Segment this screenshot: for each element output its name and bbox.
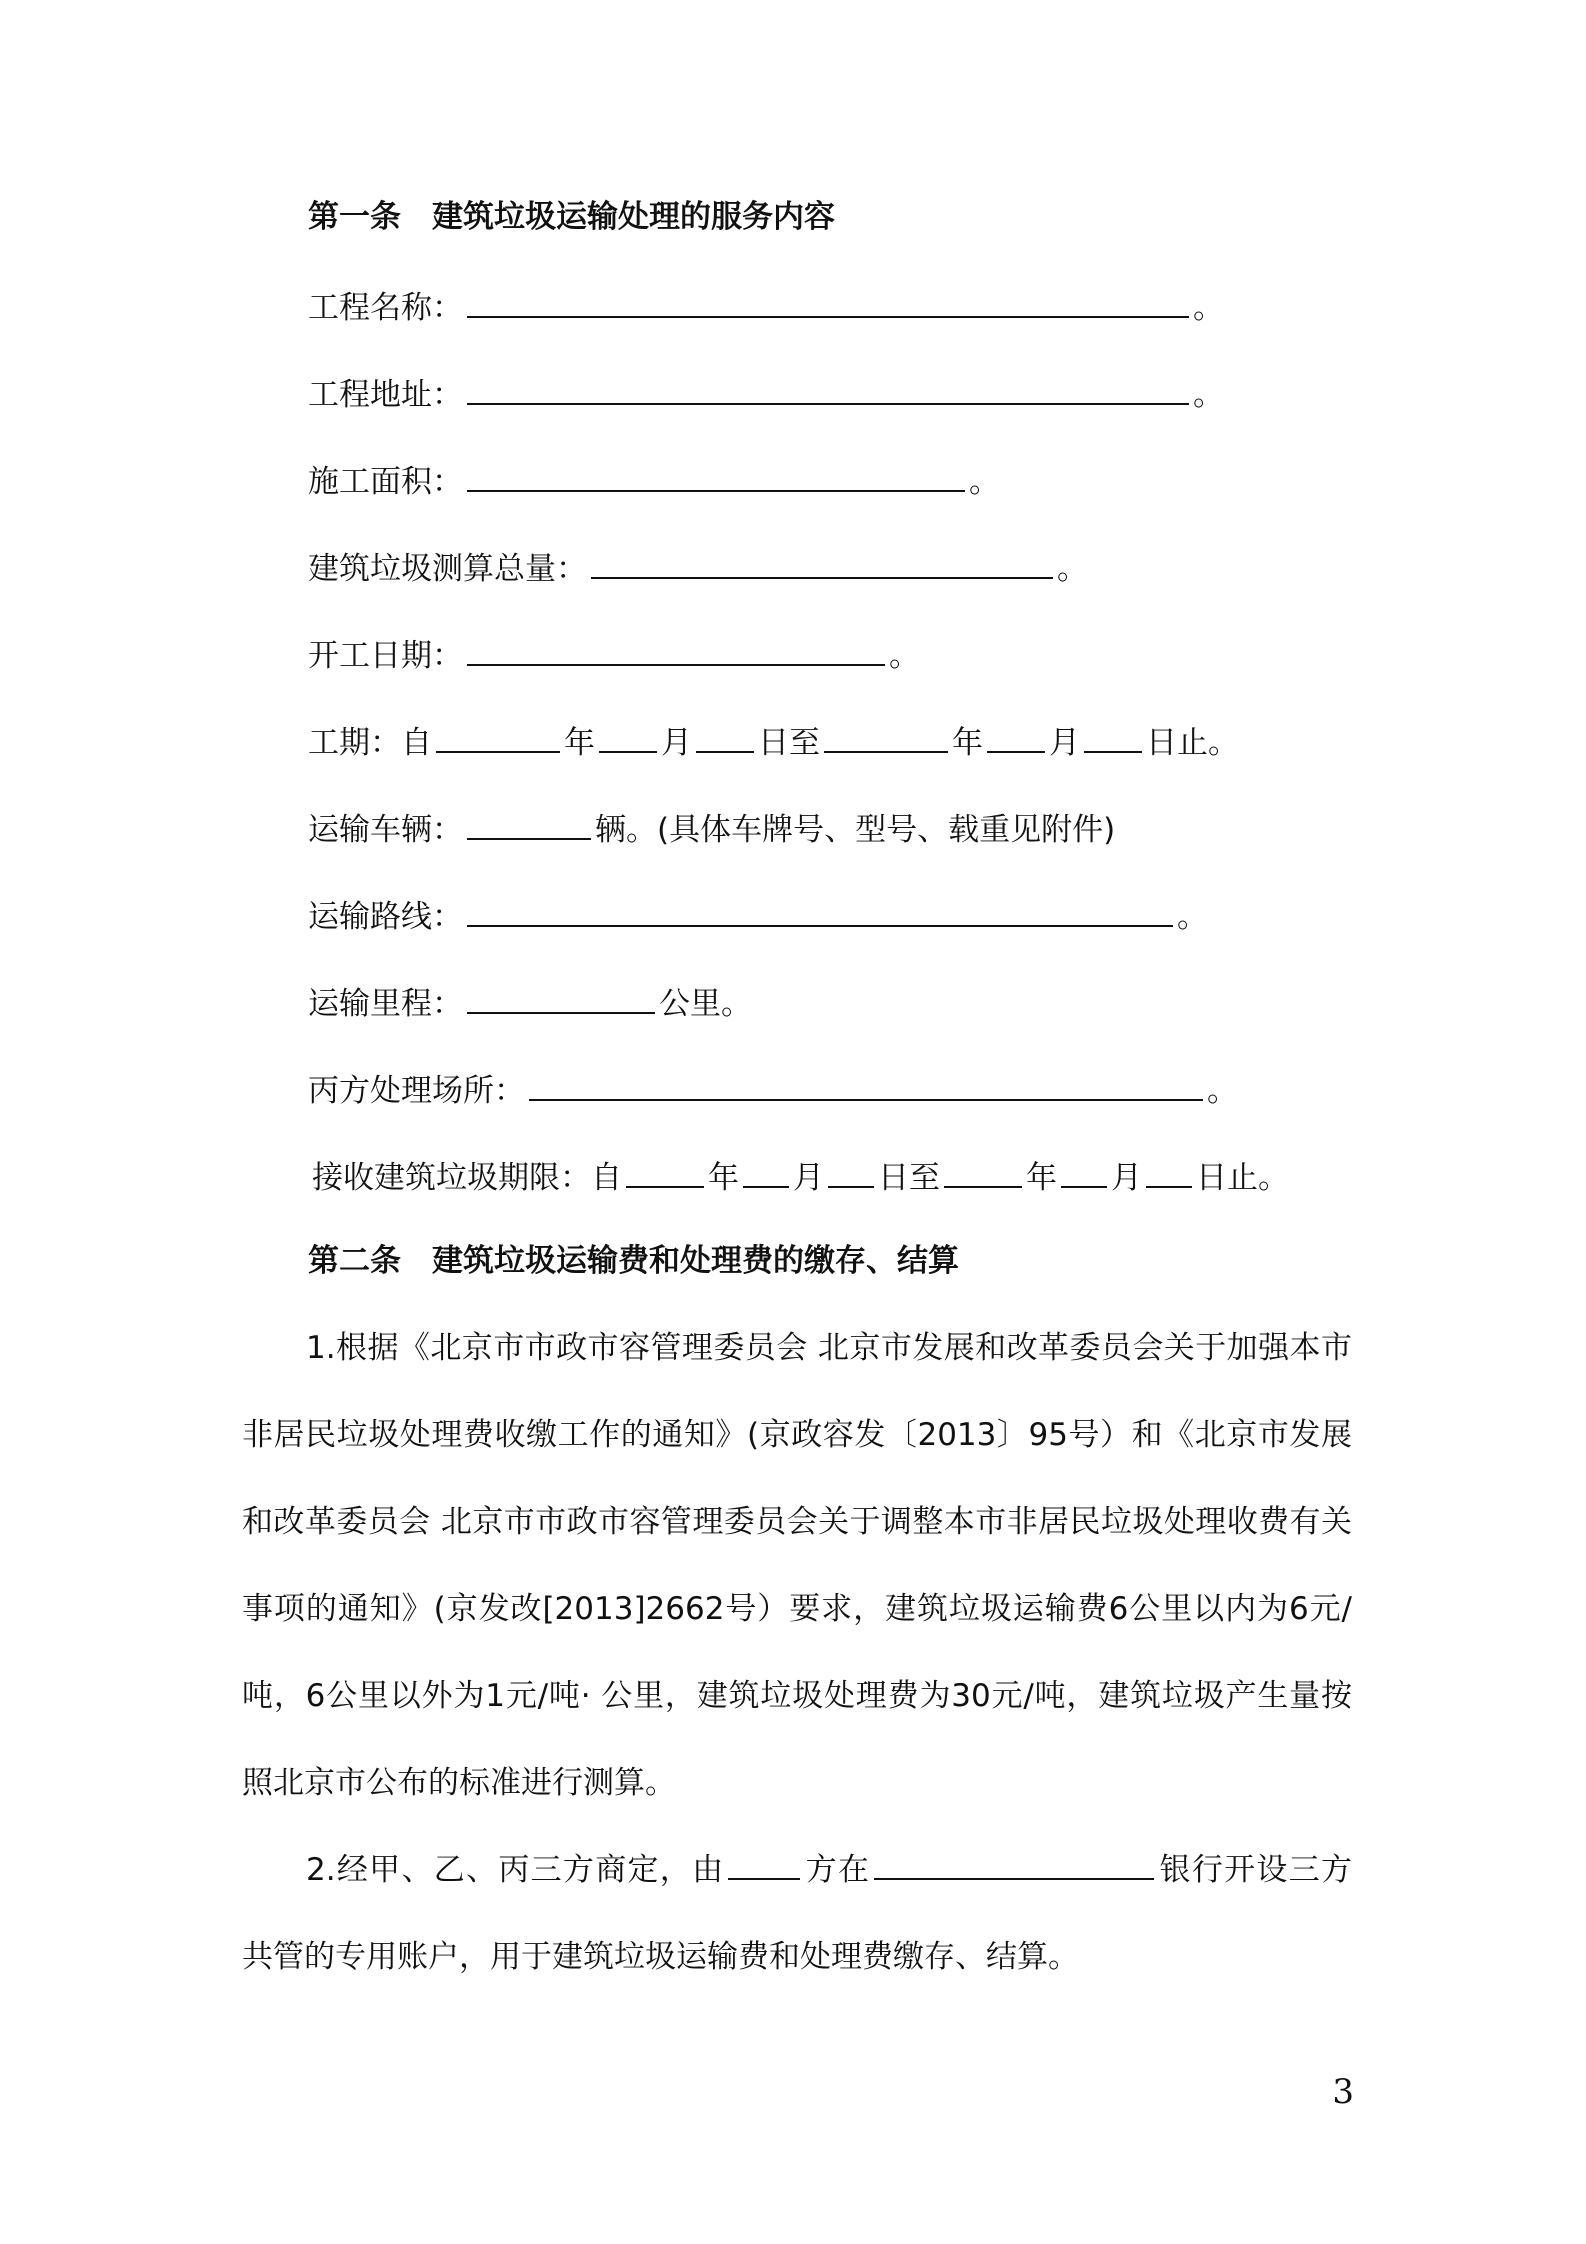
month-label: 月 bbox=[793, 1160, 824, 1196]
period-year2-blank[interactable] bbox=[824, 717, 948, 753]
disposal-site-blank[interactable] bbox=[529, 1065, 1203, 1101]
para2-text-a: 2.经甲、乙、丙三方商定，由 bbox=[306, 1852, 725, 1888]
route-row bbox=[308, 891, 1208, 939]
receive-period-label: 接收建筑垃圾期限：自 bbox=[312, 1160, 622, 1196]
period-day2-blank[interactable] bbox=[1084, 717, 1142, 753]
para2-text-c: 银行开设三方共管的专用账户，用于建筑垃圾运输费和处理费缴存、结算。 bbox=[242, 1852, 1353, 1975]
day-to-label: 日至 bbox=[758, 725, 820, 761]
waste-total-blank[interactable] bbox=[591, 543, 1053, 579]
day-end-label: 日止。 bbox=[1146, 725, 1239, 761]
period-mark: 。 bbox=[969, 464, 1000, 500]
project-name-label: 工程名称： bbox=[308, 290, 463, 326]
disposal-site-label: 丙方处理场所： bbox=[308, 1073, 525, 1109]
period-mark: 。 bbox=[1193, 377, 1224, 413]
project-address-blank[interactable] bbox=[467, 369, 1189, 405]
start-date-blank[interactable] bbox=[467, 630, 885, 666]
vehicles-suffix: 辆。(具体车牌号、型号、载重见附件) bbox=[595, 812, 1116, 848]
period-day1-blank[interactable] bbox=[696, 717, 754, 753]
receive-day2-blank[interactable] bbox=[1146, 1152, 1192, 1188]
waste-total-row bbox=[308, 543, 1088, 591]
receive-year1-blank[interactable] bbox=[626, 1152, 704, 1188]
start-date-row bbox=[308, 630, 920, 678]
day-to-label: 日至 bbox=[878, 1160, 940, 1196]
period-label: 工期：自 bbox=[308, 725, 432, 761]
mileage-suffix: 公里。 bbox=[659, 986, 752, 1022]
year-label: 年 bbox=[1026, 1160, 1057, 1196]
project-name-blank[interactable] bbox=[467, 282, 1189, 318]
start-date-label: 开工日期： bbox=[308, 638, 463, 674]
receive-month2-blank[interactable] bbox=[1061, 1152, 1107, 1188]
bank-blank[interactable] bbox=[874, 1844, 1154, 1880]
mileage-row bbox=[308, 978, 752, 1026]
month-label: 月 bbox=[1049, 725, 1080, 761]
para2-text-b: 方在 bbox=[804, 1852, 871, 1888]
waste-total-label: 建筑垃圾测算总量： bbox=[308, 551, 587, 587]
project-address-label: 工程地址： bbox=[308, 377, 463, 413]
month-label: 月 bbox=[661, 725, 692, 761]
route-label: 运输路线： bbox=[308, 899, 463, 935]
day-end-label: 日止。 bbox=[1196, 1160, 1289, 1196]
article2-paragraph-1: 1.根据《北京市市政市容管理委员会 北京市发展和改革委员会关于加强本市非居民垃圾处理费收缴工作的通知》(京政容发〔2013〕95号）和《北京市发展和改革委员会 北京市市政市容管理委员会关于调整本市非居民垃圾处理收费有关事项的通知》(京发改[2013]2662号）要求，建筑垃圾运输费6公里以内为6元/吨，6公里以外为1元/吨· 公里，建筑垃圾处理费为30元/吨，建筑垃圾产生量按照北京市公布的标准进行测算。 bbox=[242, 1330, 1352, 1801]
construction-area-blank[interactable] bbox=[467, 456, 965, 492]
vehicles-row bbox=[308, 804, 1115, 852]
period-month2-blank[interactable] bbox=[987, 717, 1045, 753]
construction-area-row bbox=[308, 456, 1000, 504]
period-mark: 。 bbox=[889, 638, 920, 674]
project-name-row bbox=[308, 282, 1224, 330]
year-label: 年 bbox=[952, 725, 983, 761]
period-mark: 。 bbox=[1193, 290, 1224, 326]
construction-area-label: 施工面积： bbox=[308, 464, 463, 500]
period-year1-blank[interactable] bbox=[436, 717, 560, 753]
receive-day1-blank[interactable] bbox=[828, 1152, 874, 1188]
receive-year2-blank[interactable] bbox=[944, 1152, 1022, 1188]
article2-heading: 第二条 建筑垃圾运输费和处理费的缴存、结算 bbox=[308, 1243, 959, 1279]
article2-paragraph-2 bbox=[242, 1827, 1352, 2001]
vehicles-blank[interactable] bbox=[467, 804, 591, 840]
disposal-site-row bbox=[308, 1065, 1238, 1113]
mileage-label: 运输里程： bbox=[308, 986, 463, 1022]
receive-period-row bbox=[312, 1152, 1289, 1200]
route-blank[interactable] bbox=[467, 891, 1173, 927]
project-address-row bbox=[308, 369, 1224, 417]
vehicles-label: 运输车辆： bbox=[308, 812, 463, 848]
mileage-blank[interactable] bbox=[467, 978, 655, 1014]
page-number: 3 bbox=[1332, 2072, 1354, 2112]
month-label: 月 bbox=[1111, 1160, 1142, 1196]
period-mark: 。 bbox=[1177, 899, 1208, 935]
year-label: 年 bbox=[564, 725, 595, 761]
receive-month1-blank[interactable] bbox=[743, 1152, 789, 1188]
year-label: 年 bbox=[708, 1160, 739, 1196]
period-month1-blank[interactable] bbox=[599, 717, 657, 753]
article1-heading: 第一条 建筑垃圾运输处理的服务内容 bbox=[308, 199, 835, 235]
party-blank[interactable] bbox=[728, 1844, 800, 1880]
period-mark: 。 bbox=[1057, 551, 1088, 587]
construction-period-row bbox=[308, 717, 1239, 765]
period-mark: 。 bbox=[1207, 1073, 1238, 1109]
